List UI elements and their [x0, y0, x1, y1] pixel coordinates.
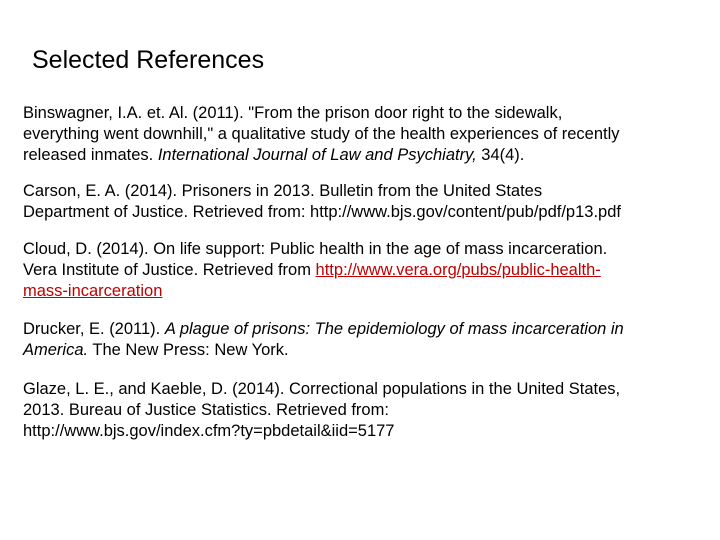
reference-cloud: [23, 239, 708, 302]
vera-link-continued[interactable]: mass-incarceration: [23, 282, 163, 300]
reference-line: [23, 319, 708, 340]
reference-line: Carson, E. A. (2014). Prisoners in 2013. Bulletin from the United States: [23, 182, 543, 200]
reference-line: [23, 340, 708, 361]
reference-text: released inmates.: [23, 146, 158, 164]
reference-line: Cloud, D. (2014). On life support: Public health in the age of mass incarceration.: [23, 240, 608, 258]
reference-binswagner: [23, 103, 708, 166]
reference-text: The New Press: New York.: [88, 341, 289, 359]
book-title: A plague of prisons: The epidemiology of mass incarceration in: [164, 320, 624, 338]
reference-line: [23, 145, 708, 166]
reference-text: 34(4).: [476, 146, 525, 164]
journal-title: International Journal of Law and Psychiatry,: [157, 146, 477, 164]
reference-text: Drucker, E. (2011).: [23, 320, 165, 338]
reference-line: everything went downhill," a qualitative study of the health experiences of recently: [23, 125, 620, 143]
vera-link[interactable]: http://www.vera.org/pubs/public-health-: [315, 261, 601, 279]
reference-list: [23, 103, 708, 457]
book-title-continued: America.: [23, 341, 89, 359]
reference-line: http://www.bjs.gov/index.cfm?ty=pbdetail&iid=5177: [23, 422, 395, 440]
reference-drucker: [23, 319, 708, 361]
reference-text: Vera Institute of Justice. Retrieved from: [23, 261, 316, 279]
reference-glaze: [23, 379, 708, 442]
reference-line: [23, 281, 708, 302]
reference-line: Department of Justice. Retrieved from: http://www.bjs.gov/content/pub/pdf/p13.pdf: [23, 203, 621, 221]
slide-title: Selected References: [32, 46, 265, 74]
reference-line: Glaze, L. E., and Kaeble, D. (2014). Correctional populations in the United States,: [23, 380, 621, 398]
reference-line: Binswagner, I.A. et. Al. (2011). "From the prison door right to the sidewalk,: [23, 104, 563, 122]
reference-line: 2013. Bureau of Justice Statistics. Retrieved from:: [23, 401, 389, 419]
reference-carson: [23, 181, 708, 223]
reference-line: [23, 260, 708, 281]
